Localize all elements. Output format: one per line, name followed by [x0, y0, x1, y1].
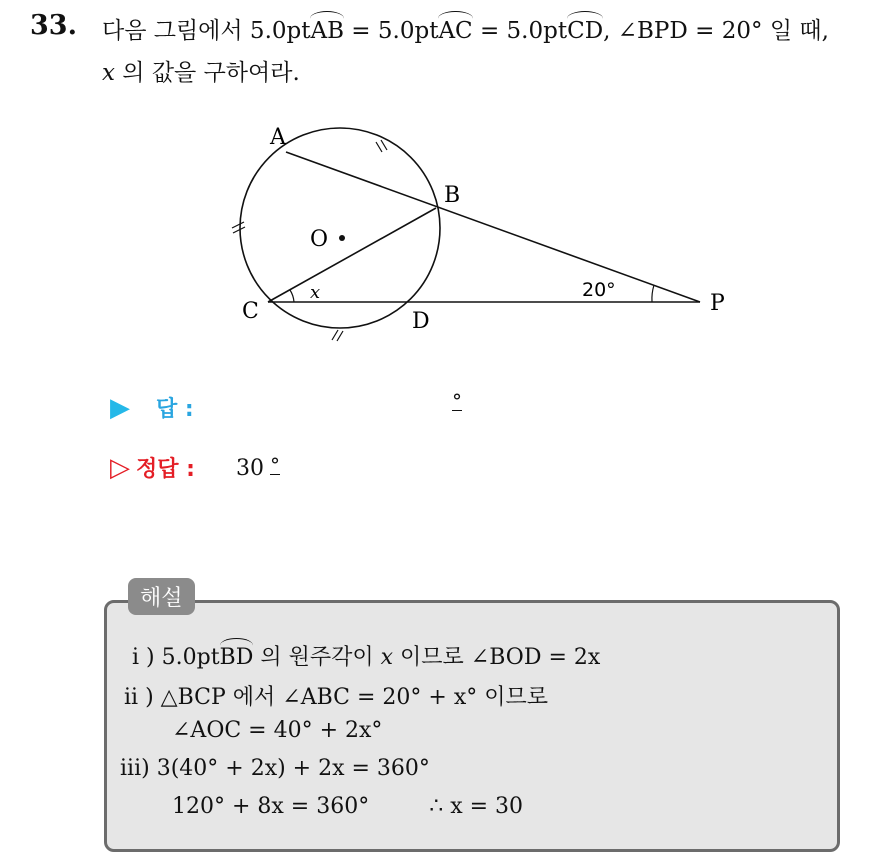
correct-degree: ° — [270, 453, 280, 477]
sol-l5-text: 120° + 8x = 360° — [172, 794, 370, 819]
sol-l1-pre: 5.0pt — [161, 645, 220, 670]
correct-answer-row — [110, 452, 195, 483]
solution-line-5 — [172, 794, 523, 819]
solution-line-1 — [132, 640, 600, 671]
arc-CD: CD — [567, 18, 604, 44]
geometry-figure — [220, 118, 740, 358]
sol-l1-post: 이므로 ∠BOD = 2x — [393, 645, 601, 670]
circle — [240, 128, 440, 328]
q-suffix: , ∠BPD = 20° 일 때, — [603, 18, 829, 44]
correct-value: 30 — [236, 456, 264, 481]
arc-BD: BD — [219, 645, 254, 670]
angle-P-arc — [652, 285, 654, 302]
arc-AC: AC — [438, 18, 473, 44]
question-text-line2 — [102, 54, 300, 87]
solution-tag: 해설 — [128, 578, 195, 615]
label-20deg: 20° — [582, 279, 616, 301]
q-var-x: x — [102, 60, 115, 86]
label-O: O — [310, 227, 329, 252]
correct-arrow-icon: ▷ — [110, 453, 130, 483]
sol-num-1: i ) — [132, 645, 155, 670]
label-A: A — [270, 125, 286, 150]
solution-line-2 — [124, 680, 548, 711]
label-P: P — [710, 291, 725, 316]
correct-label: 정답 : — [136, 457, 195, 482]
label-x: x — [310, 282, 321, 303]
center-dot — [339, 235, 345, 241]
question-text-line1 — [102, 12, 829, 45]
sol-l1-mid: 의 원주각이 — [253, 645, 381, 670]
label-B: B — [444, 183, 461, 208]
sol-num-3: iii) — [120, 756, 150, 781]
sol-l1-x: x — [380, 645, 394, 670]
answer-arrow-icon: ▶ — [110, 393, 130, 423]
answer-row — [110, 392, 194, 423]
question-number: 33. — [30, 10, 77, 41]
q-prefix: 다음 그림에서 5.0pt — [102, 18, 311, 44]
line-CB — [268, 208, 436, 302]
label-C: C — [242, 299, 259, 324]
angle-x-arc — [290, 290, 294, 302]
sol-num-2: ii ) — [124, 685, 154, 710]
arc-AB: AB — [310, 18, 344, 44]
solution-line-4 — [120, 756, 430, 781]
q-eq2: = 5.0pt — [472, 18, 568, 44]
answer-degree-blank[interactable]: ° — [452, 389, 462, 413]
q-eq1: = 5.0pt — [344, 18, 439, 44]
q-rest: 의 값을 구하여라. — [114, 60, 300, 86]
answer-label: 답 : — [156, 397, 194, 422]
sol-conclusion: ∴ x = 30 — [429, 794, 524, 819]
label-D: D — [412, 309, 430, 334]
sol-l4-text: 3(40° + 2x) + 2x = 360° — [156, 756, 430, 781]
solution-line-3: ∠AOC = 40° + 2x° — [172, 718, 383, 743]
sol-l2-text: △BCP 에서 ∠ABC = 20° + x° 이므로 — [160, 685, 548, 710]
line-AP — [286, 152, 700, 302]
